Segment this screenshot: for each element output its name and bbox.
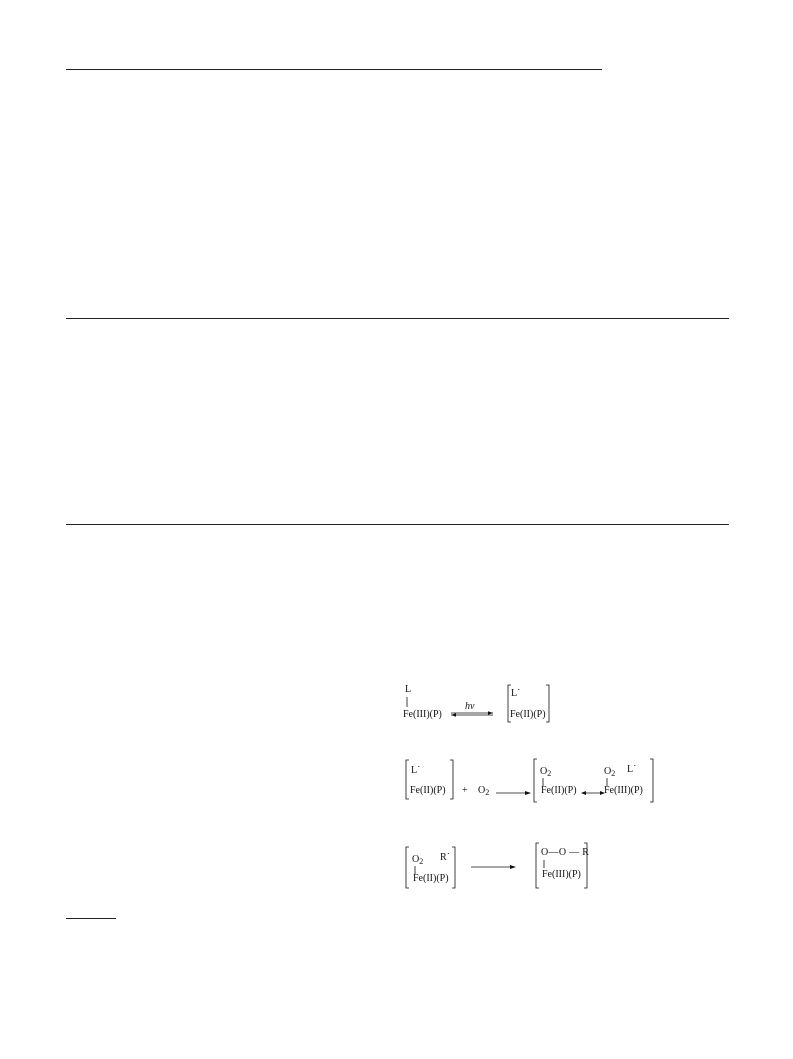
right-radical: L˙ (627, 764, 637, 775)
left-o2: $O_2$ (540, 766, 552, 778)
product-peroxo: O—O — R (541, 847, 590, 858)
reactant-o2: $O_2$ (412, 854, 424, 866)
reaction-arrow-icon (471, 864, 517, 870)
arrow-label-hv: hν (465, 701, 475, 712)
product-bracket-icon (532, 758, 656, 804)
right-complex: Fe(III)(P) (604, 785, 643, 796)
reactant-radical: L˙ (411, 765, 421, 776)
resonance-arrow-icon (580, 790, 606, 796)
equilibrium-arrow-icon (449, 710, 495, 718)
right-o2: $O_2$ (604, 766, 616, 778)
oxygen-molecule: $O_2$ (478, 785, 490, 797)
plus-sign: + (462, 785, 468, 796)
left-complex: Fe(II)(P) (541, 785, 577, 796)
product-radical: L˙ (511, 688, 521, 699)
reactant-complex: Fe(II)(P) (410, 785, 446, 796)
reactant-radical: R˙ (440, 852, 450, 863)
reactant-complex: Fe(III)(P) (403, 709, 442, 720)
peroxo-bond (543, 860, 545, 868)
product-complex: Fe(III)(P) (542, 869, 581, 880)
reaction-arrow-icon (496, 790, 532, 796)
ligand-label: L (405, 684, 412, 695)
reactant-complex: Fe(II)(P) (413, 873, 449, 884)
ligand-bond (406, 697, 408, 707)
product-complex: Fe(II)(P) (510, 709, 546, 720)
